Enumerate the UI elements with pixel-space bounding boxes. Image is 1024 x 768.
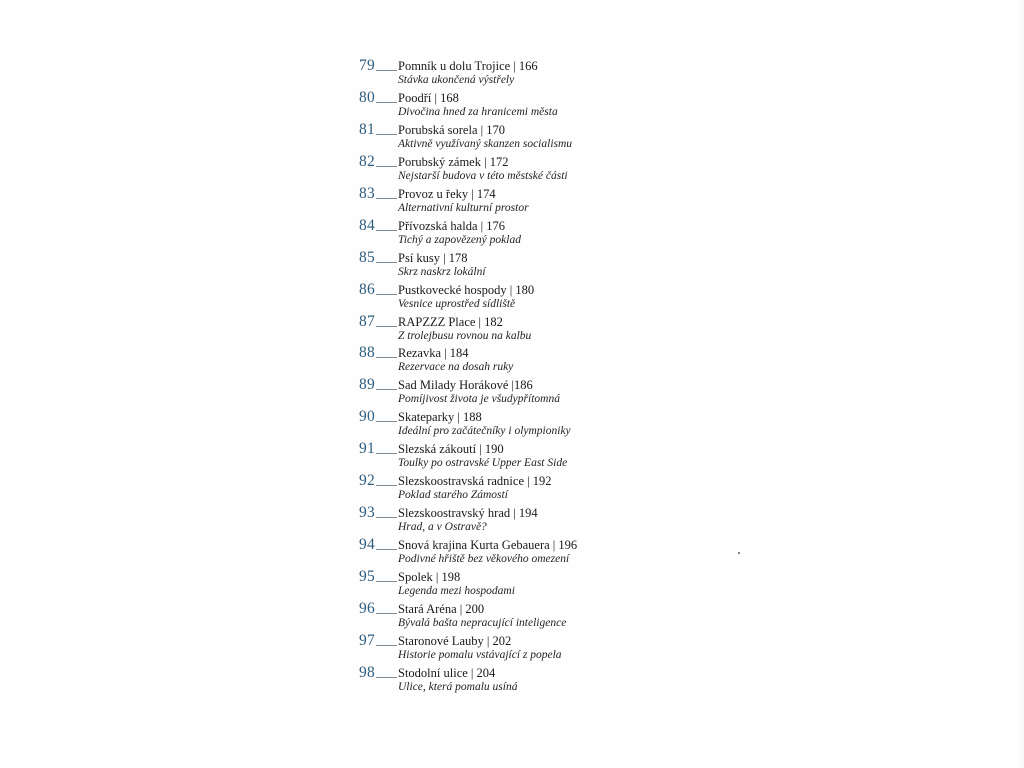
toc-entry [359, 408, 719, 440]
entry-number: 88 [359, 344, 375, 362]
toc-entry [359, 600, 719, 632]
entry-subtitle: Tichý a zapovězený poklad [398, 233, 521, 246]
entry-title: Pustkovecké hospody | 180 [398, 282, 535, 297]
table-of-contents [359, 57, 719, 696]
leader-line [376, 645, 397, 646]
entry-number: 82 [359, 152, 375, 170]
entry-title: Staronové Lauby | 202 [398, 633, 512, 648]
entry-title: Skateparky | 188 [398, 410, 482, 425]
entry-subtitle: Historie pomalu vstávající z popela [398, 648, 562, 661]
entry-number: 79 [359, 57, 375, 74]
entry-subtitle: Aktivně využívaný skanzen socialismu [398, 137, 573, 150]
entry-subtitle: Podivné hřiště bez věkového omezení [398, 553, 570, 566]
entry-number: 81 [359, 120, 375, 138]
toc-entry [359, 217, 719, 249]
entry-title: Sad Milady Horákové |186 [398, 378, 533, 393]
entry-subtitle: Ulice, která pomalu usíná [398, 680, 518, 693]
entry-subtitle: Pomíjivost života je všudypřítomná [398, 393, 560, 406]
leader-line [376, 198, 397, 199]
leader-line [376, 326, 397, 327]
toc-entry [359, 632, 719, 664]
entry-number: 87 [359, 312, 375, 330]
entry-title: Pomník u dolu Trojice | 166 [398, 59, 538, 73]
entry-number: 96 [359, 599, 375, 617]
entry-number: 86 [359, 280, 375, 298]
entry-subtitle: Legenda mezi hospodami [398, 585, 515, 597]
entry-number: 85 [359, 248, 375, 266]
entry-title: Porubská sorela | 170 [398, 122, 506, 137]
toc-entry [359, 313, 719, 345]
entry-title: Porubský zámek | 172 [398, 154, 509, 169]
entry-number: 90 [359, 408, 375, 426]
entry-subtitle: Alternativní kulturní prostor [398, 201, 529, 214]
entry-number: 89 [359, 376, 375, 394]
entry-subtitle: Vesnice uprostřed sídliště [398, 297, 516, 310]
leader-line [376, 421, 397, 422]
entry-title: Poodří | 168 [398, 90, 459, 105]
toc-entry [359, 504, 719, 536]
entry-number: 91 [359, 440, 375, 458]
entry-subtitle: Toulky po ostravské Upper East Side [398, 457, 568, 470]
entry-subtitle: Rezervace na dosah ruky [398, 361, 514, 374]
leader-line [376, 166, 397, 167]
toc-entry [359, 440, 719, 472]
entry-title: Psí kusy | 178 [398, 250, 468, 265]
entry-number: 83 [359, 184, 375, 202]
toc-entry [359, 185, 719, 217]
toc-entry [359, 376, 719, 408]
toc-entry [359, 153, 719, 185]
entry-title: Slezskoostravská radnice | 192 [398, 474, 552, 489]
entry-subtitle: Ideální pro začátečníky i olympioniky [398, 425, 571, 438]
entry-number: 80 [359, 88, 375, 106]
leader-line [376, 102, 397, 103]
leader-line [376, 389, 397, 390]
leader-line [376, 485, 397, 486]
entry-number: 97 [359, 631, 375, 649]
entry-number: 98 [359, 663, 375, 681]
leader-line [376, 453, 397, 454]
entry-title: Stodolní ulice | 204 [398, 665, 496, 680]
entry-number: 93 [359, 504, 375, 522]
leader-line [376, 613, 397, 614]
leader-line [376, 677, 397, 678]
entry-number: 94 [359, 536, 375, 554]
paper-speck [738, 552, 740, 554]
toc-entry [359, 249, 719, 281]
entry-title: Slezská zákoutí | 190 [398, 442, 504, 457]
toc-entry [359, 89, 719, 121]
entry-number: 84 [359, 216, 375, 234]
entry-subtitle: Nejstarší budova v této městské části [398, 169, 568, 182]
leader-line [376, 294, 397, 295]
leader-line [376, 581, 397, 582]
entry-title: Provoz u řeky | 174 [398, 186, 496, 201]
leader-line [376, 517, 397, 518]
leader-line [376, 262, 397, 263]
toc-entry [359, 536, 719, 568]
entry-title: Stará Aréna | 200 [398, 601, 485, 616]
entry-subtitle: Bývalá bašta nepracující inteligence [398, 616, 567, 629]
entry-subtitle: Poklad starého Zámostí [398, 489, 508, 502]
entry-subtitle: Skrz naskrz lokální [398, 265, 486, 278]
toc-entry [359, 472, 719, 504]
entry-title: Slezskoostravský hrad | 194 [398, 506, 538, 521]
leader-line [376, 357, 397, 358]
entry-subtitle: Stávka ukončená výstřely [398, 74, 515, 86]
entry-title: Rezavka | 184 [398, 346, 469, 361]
leader-line [376, 230, 397, 231]
entry-title: Snová krajina Kurta Gebauera | 196 [398, 538, 578, 553]
entry-subtitle: Divočina hned za hranicemi města [398, 105, 558, 118]
entry-title: Přívozská halda | 176 [398, 218, 505, 233]
toc-entry [359, 344, 719, 376]
entry-title: Spolek | 198 [398, 570, 461, 584]
toc-entry [359, 121, 719, 153]
leader-line [376, 549, 397, 550]
entry-number: 92 [359, 472, 375, 490]
toc-entry [359, 664, 719, 696]
toc-entry [359, 568, 719, 600]
leader-line [376, 134, 397, 135]
toc-entry [359, 57, 719, 89]
entry-subtitle: Z trolejbusu rovnou na kalbu [398, 329, 532, 342]
entry-subtitle: Hrad, a v Ostravě? [398, 521, 487, 534]
leader-line [376, 70, 397, 71]
entry-title: RAPZZZ Place | 182 [398, 314, 503, 329]
entry-number: 95 [359, 568, 375, 585]
toc-entry [359, 281, 719, 313]
